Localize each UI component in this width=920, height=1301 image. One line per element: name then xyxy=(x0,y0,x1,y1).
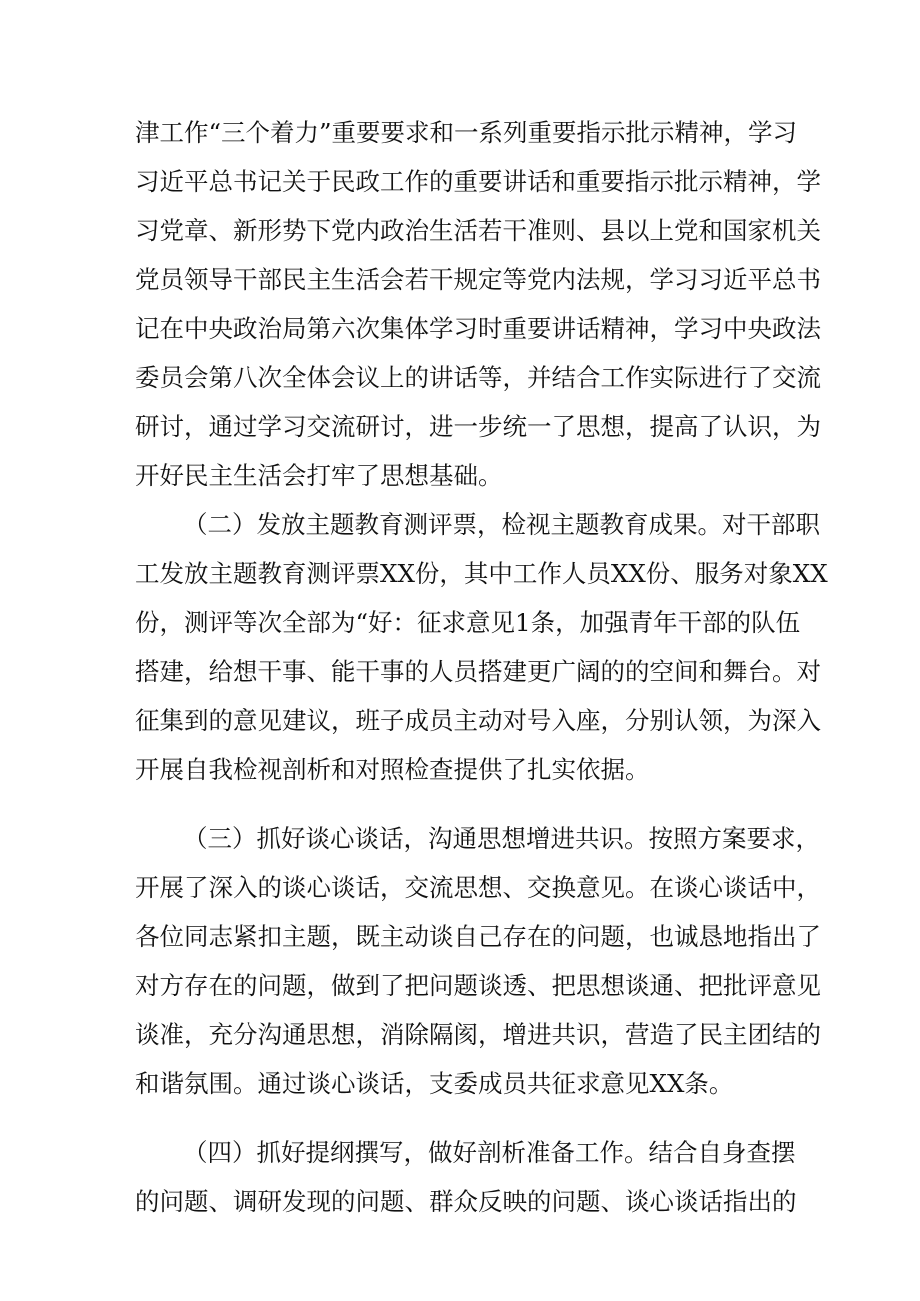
text-line: 党员领导干部民主生活会若干规定等党内法规，学习习近平总书 xyxy=(135,265,821,294)
text-line: 研讨，通过学习交流研讨，进一步统一了思想，提高了认识，为 xyxy=(135,412,821,441)
paragraph-heading-line: （四）抓好提纲撰写，做好剖析准备工作。结合自身查摆 xyxy=(183,1138,796,1167)
text-line: 份，测评等次全部为“好：征求意见1条，加强青年干部的队伍 xyxy=(135,608,801,637)
text-line: 开展自我检视剖析和对照检查提供了扎实依据。 xyxy=(135,755,650,784)
text-line: 谈准，充分沟通思想，消除隔阂，增进共识，营造了民主团结的 xyxy=(135,1020,821,1049)
paragraph-heading-line: （三）抓好谈心谈话，沟通思想增进共识。按照方案要求， xyxy=(183,824,820,853)
text-line: 和谐氛围。通过谈心谈话，支委成员共征求意见XX条。 xyxy=(135,1069,734,1098)
text-line: 开好民主生活会打牢了思想基础。 xyxy=(135,461,503,490)
text-line: 对方存在的问题，做到了把问题谈透、把思想谈通、把批评意见 xyxy=(135,971,821,1000)
text-line: 津工作“三个着力”重要要求和一系列重要指示批示精神，学习 xyxy=(135,118,798,147)
text-line: 记在中央政治局第六次集体学习时重要讲话精神，学习中央政法 xyxy=(135,314,821,343)
paragraph-heading-line: （二）发放主题教育测评票，检视主题教育成果。对干部职 xyxy=(183,510,820,539)
text-line: 征集到的意见建议，班子成员主动对号入座，分别认领，为深入 xyxy=(135,706,821,735)
text-line: 开展了深入的谈心谈话，交流思想、交换意见。在谈心谈话中， xyxy=(135,873,821,902)
text-line: 搭建，给想干事、能干事的人员搭建更广阔的的空间和舞台。对 xyxy=(135,657,821,686)
text-line: 习党章、新形势下党内政治生活若干准则、县以上党和国家机关 xyxy=(135,216,821,245)
text-line: 工发放主题教育测评票XX份，其中工作人员XX份、服务对象XX xyxy=(135,559,828,588)
text-line: 委员会第八次全体会议上的讲话等，并结合工作实际进行了交流 xyxy=(135,363,821,392)
text-line: 的问题、调研发现的问题、群众反映的问题、谈心谈话指出的 xyxy=(135,1187,797,1216)
text-line: 各位同志紧扣主题，既主动谈自己存在的问题，也诚恳地指出了 xyxy=(135,922,821,951)
text-line: 习近平总书记关于民政工作的重要讲话和重要指示批示精神，学 xyxy=(135,167,821,196)
